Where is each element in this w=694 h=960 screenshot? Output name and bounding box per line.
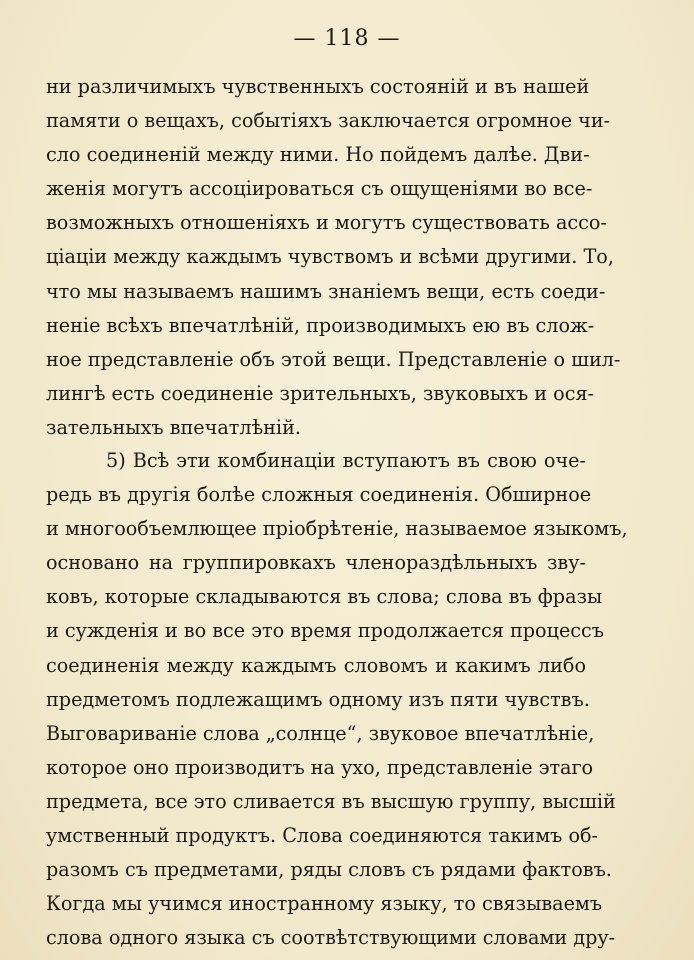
text-line: ціаціи между каждымъ чувствомъ и всѣми другими. То, bbox=[46, 245, 614, 269]
text-line: зательныхъ впечатлѣній. bbox=[46, 415, 301, 439]
text-line: что мы называемъ нашимъ знаніемъ вещи, есть соеди- bbox=[46, 279, 606, 303]
text-line: ни различимыхъ чувственныхъ состояній и въ нашей bbox=[46, 75, 590, 98]
text-line: Выговариваніе слова „солнце“, звуковое впечатлѣніе, bbox=[46, 721, 595, 745]
text-line: и многообъемлющее пріобрѣтеніе, называемое языкомъ, bbox=[46, 517, 628, 541]
text-line: предметомъ подлежащимъ одному изъ пяти чувствъ. bbox=[46, 687, 590, 711]
text-line: умственный продуктъ. Слова соединяются такимъ об- bbox=[46, 824, 599, 848]
paragraph-5 bbox=[46, 444, 628, 955]
text-line: соединенія между каждымъ словомъ и какимъ либо bbox=[46, 653, 586, 677]
text-line: женія могутъ ассоціироваться съ ощущеніями во все- bbox=[46, 177, 593, 201]
text-line: Когда мы учимся иностранному языку, то связываемъ bbox=[46, 892, 603, 916]
text-line: неніе всѣхъ впечатлѣній, производимыхъ ею въ слож- bbox=[46, 313, 595, 337]
text-line: памяти о вещахъ, событіяхъ заключается огромное чи- bbox=[46, 109, 611, 133]
text-line: предмета, все это сливается въ высшую группу, высшій bbox=[46, 789, 616, 813]
text-line: которое оно производитъ на ухо, представленіе этаго bbox=[46, 755, 594, 779]
paragraph-continued bbox=[46, 70, 621, 445]
text-line: редь въ другія болѣе сложныя соединенія. Обширное bbox=[46, 483, 592, 507]
text-line: и сужденія и во все это время продолжается процессъ bbox=[46, 619, 605, 643]
text-line: возможныхъ отношеніяхъ и могутъ существовать ассо- bbox=[46, 211, 607, 235]
text-line: разомъ съ предметами, ряды словъ съ рядами фактовъ. bbox=[46, 858, 612, 882]
text-line: основано на группировкахъ членораздѣльныхъ зву- bbox=[46, 551, 586, 575]
text-line: 5) Всѣ эти комбинаціи вступаютъ въ свою оче- bbox=[106, 449, 586, 472]
text-line: ное представленіе объ этой вещи. Представленіе о шил- bbox=[46, 347, 621, 371]
text-line: сло соединеній между ними. Но пойдемъ далѣе. Дви- bbox=[46, 143, 590, 167]
page-number: — 118 — bbox=[293, 26, 401, 51]
text-line: слова одного языка съ соотвѣтствующими словами дру- bbox=[46, 926, 616, 950]
text-line: лингѣ есть соединеніе зрительныхъ, звуковыхъ и ося- bbox=[46, 381, 595, 405]
text-line: ковъ, которые складываются въ слова; слова въ фразы bbox=[46, 585, 603, 609]
